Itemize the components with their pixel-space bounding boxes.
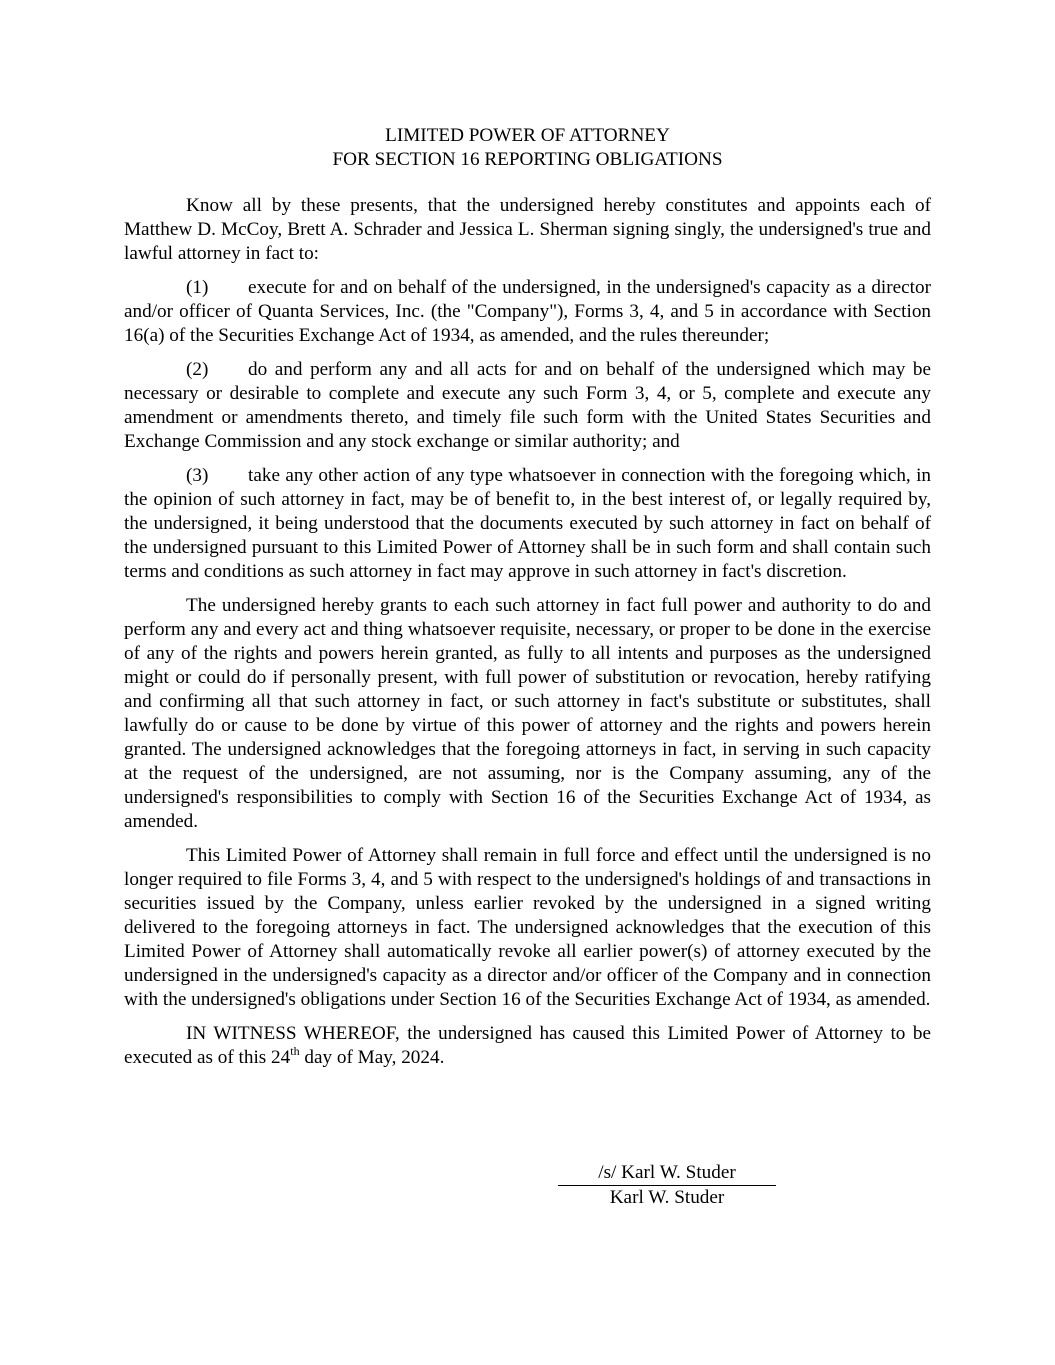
- list-item-2: [124, 358, 931, 454]
- witness-text: IN WITNESS WHEREOF, the undersigned has caused this Limited Power of Attorney to be executed as of this 24: [124, 1023, 931, 1068]
- list-item-number: (1): [186, 277, 209, 298]
- document-page: [124, 124, 931, 1080]
- list-item-text: take any other action of any type whatsoever in connection with the foregoing which, in the opinion of such attorney in fact, may be of benefit to, in the best interest of, or legally required by, the undersigned, it being understood that the documents executed by such attorney in fact on behalf of the undersigned pursuant to this Limited Power of Attorney shall be in such form and shall contain such terms and conditions as such attorney in fact may approve in such attorney in fact's discretion.: [124, 465, 931, 582]
- list-item-1: [124, 276, 931, 348]
- title-line-1: LIMITED POWER OF ATTORNEY: [385, 125, 670, 146]
- witness-date-text: day of May, 2024.: [299, 1047, 445, 1068]
- signature-line: /s/ Karl W. Studer: [558, 1161, 776, 1186]
- witness-ordinal-suffix: th: [290, 1044, 300, 1058]
- intro-paragraph: Know all by these presents, that the undersigned hereby constitutes and appoints each of Matthew D. McCoy, Brett A. Schrader and Jessica L. Sherman signing singly, the undersigned's true and lawful attorney in fact to:: [124, 195, 931, 264]
- grant-paragraph: The undersigned hereby grants to each such attorney in fact full power and authority to do and perform any and every act and thing whatsoever requisite, necessary, or proper to be done in the exercise of any of the rights and powers herein granted, as fully to all intents and purposes as the undersigned might or could do if personally present, with full power of substitution or revocation, hereby ratifying and confirming all that such attorney in fact, or such attorney in fact's substitute or substitutes, shall lawfully do or cause to be done by virtue of this power of attorney and the rights and powers herein granted. The undersigned acknowledges that the foregoing attorneys in fact, in serving in such capacity at the request of the undersigned, are not assuming, nor is the Company assuming, any of the undersigned's responsibilities to comply with Section 16 of the Securities Exchange Act of 1934, as amended.: [124, 595, 931, 832]
- witness-paragraph: [124, 1022, 931, 1070]
- signer-name: Karl W. Studer: [609, 1187, 725, 1208]
- list-item-text: do and perform any and all acts for and on behalf of the undersigned which may be necessary or desirable to complete and execute any such Form 3, 4, or 5, complete and execute any amendment or amendments thereto, and timely file such form with the United States Securities and Exchange Commission and any stock exchange or similar authority; and: [124, 359, 931, 452]
- list-item-number: (3): [186, 465, 209, 486]
- list-item-number: (2): [186, 359, 209, 380]
- duration-paragraph: This Limited Power of Attorney shall remain in full force and effect until the undersigned is no longer required to file Forms 3, 4, and 5 with respect to the undersigned's holdings of and transactions in securities issued by the Company, unless earlier revoked by the undersigned in a signed writing delivered to the foregoing attorneys in fact. The undersigned acknowledges that the execution of this Limited Power of Attorney shall automatically revoke all earlier power(s) of attorney executed by the undersigned in the undersigned's capacity as a director and/or officer of the Company and in connection with the undersigned's obligations under Section 16 of the Securities Exchange Act of 1934, as amended.: [124, 845, 931, 1010]
- signature-block: [558, 1161, 776, 1210]
- document-title: [124, 124, 931, 172]
- list-item-3: [124, 464, 931, 584]
- title-line-2: FOR SECTION 16 REPORTING OBLIGATIONS: [332, 149, 723, 170]
- list-item-text: execute for and on behalf of the undersigned, in the undersigned's capacity as a director and/or officer of Quanta Services, Inc. (the "Company"), Forms 3, 4, and 5 in accordance with Section 16(a) of the Securities Exchange Act of 1934, as amended, and the rules thereunder;: [124, 277, 931, 346]
